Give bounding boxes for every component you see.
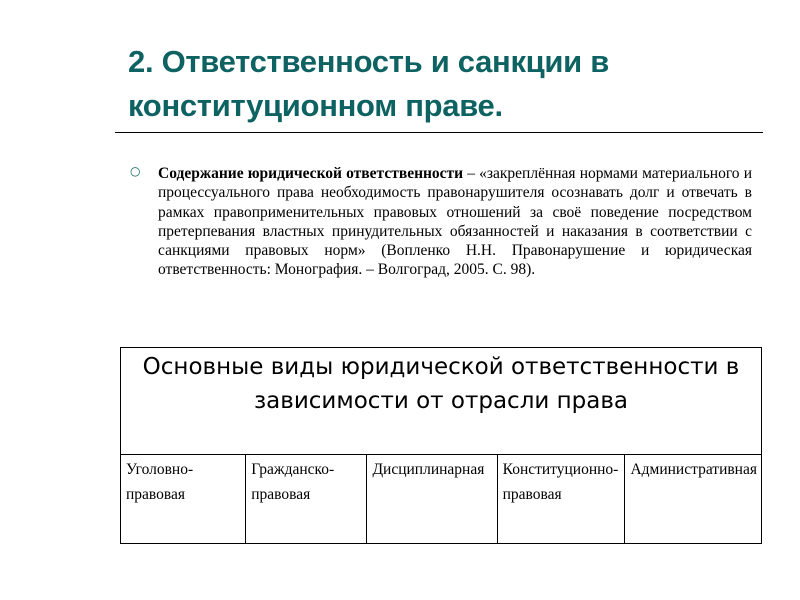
table-row <box>121 455 762 544</box>
cell-criminal: Уголовно-правовая <box>121 455 246 544</box>
slide-title: 2. Ответственность и санкции в конституционном праве. <box>128 44 610 123</box>
definition-text: – «закреплённая нормами материального и процессуального права необходимость правонарушителя осознавать долг и отвечать в рамках правоприменительных правовых отношений за своё поведение посредством претерпевания властных принудительных обязанностей и наказания в соответствии с санкциями правовых норм» (Вопленко Н.Н. Правонарушение и юридическая ответственность: Монография. – Волгоград, 2005. С. 98). <box>158 165 752 279</box>
table-header: Основные виды юридической ответственности в зависимости от отрасли права <box>121 348 762 455</box>
cell-disciplinary: Дисциплинарная <box>367 455 497 544</box>
definition-term: Содержание юридической ответственности <box>158 165 464 182</box>
cell-civil: Гражданско-правовая <box>246 455 367 544</box>
responsibility-types-table <box>120 347 762 544</box>
cell-constitutional: Конституционно-правовая <box>497 455 625 544</box>
bullet-circle-icon: ○ <box>130 164 141 178</box>
title-divider <box>115 132 763 133</box>
definition-paragraph <box>158 164 752 280</box>
cell-administrative: Административная <box>625 455 762 544</box>
